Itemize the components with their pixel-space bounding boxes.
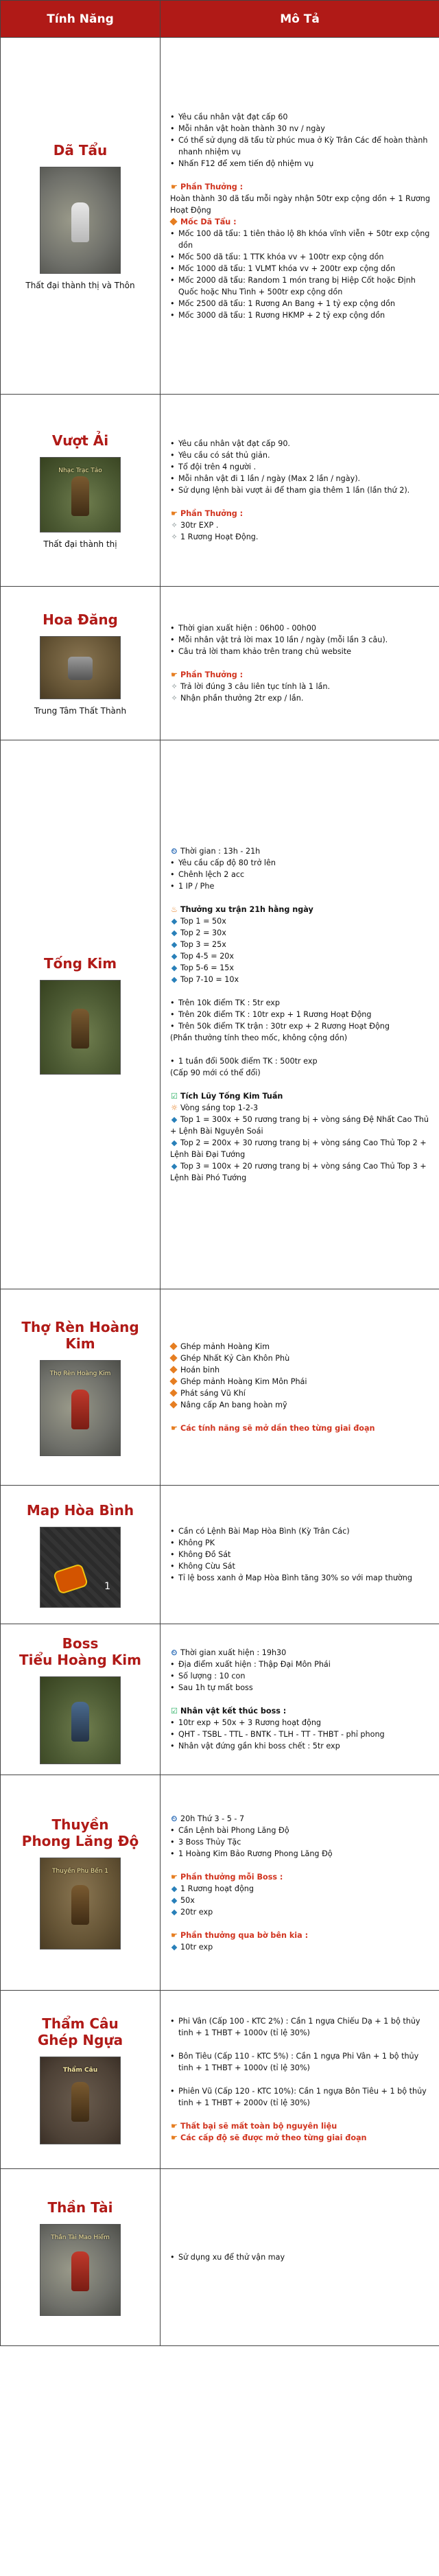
desc-line: • Không Đồ Sát [170,1549,432,1560]
diamond-icon: ◆ [171,940,178,949]
row-datau [1,38,439,395]
row-thuyen [1,1775,439,1991]
desc-line: • Mỗi nhân vật đi 1 lần / ngày (Max 2 lần / ngày). [170,473,432,484]
hand-icon: ☛ [170,182,178,191]
points-line: • Trên 20k điểm TK : 10tr exp + 1 Rương Hoạt Động [170,1009,432,1020]
diamond-icon: ◆ [171,1138,178,1147]
row-thoren [1,1289,439,1486]
npc-figure [71,1885,89,1925]
reward-line: ✧ Nhận phần thưởng 2tr exp / lần. [171,694,304,703]
diamond-icon: ◆ [171,1907,178,1917]
forge-note: ☛ Các tính năng sẽ mở dần theo từng giai đoạn [170,1423,375,1433]
boss-image [40,1676,121,1764]
feature-caption: Trung Tâm Thất Thành [34,705,127,716]
diamond-icon: ◆ [171,1884,178,1893]
time-line: ⏲ Thời gian xuất hiện : 19h30 [171,1648,287,1657]
desc-line: • Không Cừu Sát [170,1560,432,1572]
npc-nametag: Thợ Rèn Hoàng Kim [49,1370,111,1377]
reward-item: ◆ 1 Rương hoạt động [171,1884,254,1893]
npc-nametag: Nhạc Trạc Tảo [58,467,102,474]
accumulate-item: ◆ Top 2 = 200x + 30 rương trang bị + vòng sáng Cao Thủ Top 2 + Lệnh Bài Đại Tướng [170,1138,427,1159]
desc-line: • Yêu cầu nhân vật đạt cấp 60 [170,111,432,123]
accumulate-sub: ☼ Vòng sáng top 1-2-3 [170,1103,259,1112]
feature-title: Thẩm Câu Ghép Ngựa [37,2015,123,2048]
desc-line: • Địa điểm xuất hiện : Thập Đại Môn Phái [170,1659,432,1670]
desc-line: • Yêu cầu có sát thủ giản. [170,449,432,461]
feature-caption: Thất đại thành thị [43,539,117,549]
diamond-icon: ◆ [171,963,178,972]
feature-cell [1,1991,161,2169]
npc-nametag: Thần Tài Mao Hiểm [51,2234,110,2241]
vuotai-image [40,457,121,532]
reward-heading: ☛ Phần Thưởng : [170,509,244,518]
lantern-figure [68,657,93,680]
star-icon: ✧ [171,694,178,703]
top-item: ◆ Top 2 = 30x [171,928,226,937]
week-line: • 1 tuần đổi 500k điểm TK : 500tr exp [170,1055,432,1067]
thuyen-image [40,1858,121,1949]
feature-cell [1,395,161,587]
kill-heading: ☑ Nhân vật kết thúc boss : [170,1707,287,1716]
description-cell [161,2169,439,2346]
pass-reward-heading: ☛ Phần thưởng qua bờ bên kia : [170,1930,309,1940]
npc-figure [71,2251,89,2291]
soldier-figure [71,1009,89,1049]
reward-item: ◆ 10tr exp [171,1942,213,1952]
feature-cell [1,740,161,1289]
diamond-icon: ◆ [171,1895,178,1905]
desc-line: • 3 Boss Thủy Tặc [170,1836,432,1848]
row-maphoabinh [1,1486,439,1624]
row-thantai [1,2169,439,2346]
desc-line: • Sau 1h tự mất boss [170,1682,432,1694]
row-thamcau [1,1991,439,2169]
description-cell [161,38,439,395]
boss-reward-heading: ☛ Phần thưởng mỗi Boss : [170,1872,283,1882]
row-boss [1,1624,439,1775]
star-icon: ✧ [171,682,178,691]
points-line: • Trên 50k điểm TK trận : 30tr exp + 2 Rương Hoạt Động [170,1020,432,1032]
desc-line: • Câu trả lời tham khảo trên trang chủ website [170,646,432,657]
milestone-item: • Mốc 2500 dã tẩu: 1 Rương An Bang + 1 tỷ exp cộng dồn [170,298,432,309]
feature-cell [1,1289,161,1486]
forge-item: Ghép mảnh Hoàng Kim Môn Phái [170,1376,432,1387]
desc-line: • Tỉ lệ boss xanh ở Map Hòa Bình tăng 30% so với map thường [170,1572,432,1584]
milestone-heading: Mốc Dã Tẩu : [170,216,432,228]
tongkim-image [40,980,121,1075]
points-note: (Phần thưởng tính theo mốc, không cộng dồn) [170,1033,348,1042]
diamond-icon [169,1401,177,1408]
description-cell [161,1775,439,1991]
feature-cell [1,587,161,740]
milestone-item: • Mốc 2000 dã tẩu: Random 1 món trang bị Hiệp Cốt hoặc Định Quốc hoặc Nhu Tình + 500tr exp cộng dồn [170,274,432,298]
desc-line: • Sử dụng xu để thử vận may [170,2251,432,2263]
feature-title: Hoa Đăng [43,611,118,628]
maphoabinh-image [40,1527,121,1608]
feature-title: Vượt Ải [51,432,109,449]
top-item: ◆ Top 4-5 = 20x [171,952,235,961]
feature-title: Thợ Rèn Hoàng Kim [21,1318,139,1352]
flame-icon: ♨ [170,905,178,914]
feature-cell [1,1624,161,1775]
desc-line: • 1 IP / Phe [170,880,432,892]
top-item: ◆ Top 7-10 = 10x [171,975,239,984]
check-icon: ☑ [170,1092,178,1101]
top-item: ◆ Top 5-6 = 15x [171,963,235,972]
desc-line: • Cần có Lệnh Bài Map Hòa Bình (Kỳ Trân Các) [170,1525,432,1537]
top-item: ◆ Top 3 = 25x [171,940,226,949]
reward-line: ✧ 1 Rương Hoạt Động. [171,532,259,541]
diamond-icon [169,1389,177,1396]
time-line: ⏲ 20h Thứ 3 - 5 - 7 [171,1814,245,1823]
diamond-icon [169,1354,177,1361]
description-cell [161,740,439,1289]
feature-caption: Thất đại thành thị và Thôn [25,280,135,290]
thantai-image [40,2224,121,2316]
desc-line: • Nhân vật đứng gần khi boss chết : 5tr exp [170,1740,432,1752]
desc-line: • Không PK [170,1537,432,1549]
reward-line: Hoàn thành 30 dã tẩu mỗi ngày nhận 50tr exp cộng dồn + 1 Rương Hoạt Động [170,194,430,215]
diamond-icon [169,1342,177,1350]
diamond-icon: ◆ [171,1942,178,1952]
desc-line: • Sử dụng lệnh bài vượt ải để tham gia thêm 1 lần (lần thứ 2). [170,484,432,496]
hand-icon: ☛ [170,670,178,679]
hand-icon: ☛ [170,1930,178,1940]
top-heading: ♨ Thưởng xu trận 21h hằng ngày [170,905,313,914]
accumulate-heading: ☑ Tích Lũy Tống Kim Tuần [170,1092,283,1101]
feature-cell [1,38,161,395]
diamond-icon [169,218,177,225]
star-icon: ✧ [171,521,178,530]
diamond-icon: ◆ [171,975,178,984]
token-count: 1 [104,1580,110,1592]
desc-line: • Mỗi nhân vật trả lời max 10 lần / ngày (mỗi lần 3 câu). [170,634,432,646]
week-note: (Cấp 90 mới có thể đổi) [170,1068,261,1077]
time-line: ⏲ Thời gian : 13h - 21h [171,847,261,856]
description-cell [161,1289,439,1486]
forge-item: Nâng cấp An bang hoàn mỹ [170,1399,432,1411]
npc-figure [71,2082,89,2122]
forge-item: Phát sáng Vũ Khí [170,1387,432,1399]
milestone-item: • Mốc 1000 dã tẩu: 1 VLMT khóa vv + 200tr exp cộng dồn [170,263,432,274]
thamcau-image [40,2057,121,2144]
sun-icon: ☼ [170,1103,178,1112]
row-tongkim [1,740,439,1289]
forge-item: Ghép Nhất Kỷ Càn Khôn Phù [170,1353,432,1364]
diamond-icon: ◆ [171,1115,178,1124]
accumulate-item: ◆ Top 3 = 100x + 20 rương trang bị + vòng sáng Cao Thủ Top 3 + Lệnh Bài Phó Tướng [170,1162,427,1182]
feature-title: Boss Tiểu Hoàng Kim [19,1635,141,1668]
desc-line: • Có thể sử dụng dã tẩu từ phúc mua ở Kỳ Trân Các để hoàn thành nhanh nhiệm vụ [170,134,432,158]
description-cell [161,1624,439,1775]
npc-figure [71,476,89,516]
npc-figure [71,1390,89,1429]
reward-heading: ☛ Phần Thưởng : [170,182,244,191]
hand-icon: ☛ [170,2122,178,2131]
diamond-icon [169,1366,177,1373]
desc-line: • Phi Vân (Cấp 100 - KTC 2%) : Cần 1 ngựa Chiếu Dạ + 1 bộ thủy tinh + 1 THBT + 1000v (tỉ lệ 30%) [170,2015,432,2039]
desc-line: • Yêu cầu cấp độ 80 trở lên [170,857,432,869]
reward-item: ◆ 50x [171,1895,195,1905]
desc-line: • Yêu cầu nhân vật đạt cấp 90. [170,438,432,449]
check-icon: ☑ [170,1707,178,1716]
diamond-icon: ◆ [171,952,178,961]
feature-cell [1,2169,161,2346]
forge-item: Hoán binh [170,1364,432,1376]
level-note: ☛ Các cấp độ sẽ được mở theo từng giai đoạn [170,2133,367,2142]
feature-cell [1,1775,161,1991]
diamond-icon: ◆ [171,928,178,937]
desc-line: • Phiên Vũ (Cấp 120 - KTC 10%): Cần 1 ngựa Bôn Tiêu + 1 bộ thủy tinh + 1 THBT + 2000v (tỉ lệ 30%) [170,2085,432,2109]
clock-icon: ⏲ [171,847,178,856]
desc-line: • QHT - TSBL - TTL - BNTK - TLH - TT - THBT - phỉ phong [170,1729,432,1740]
token-icon [53,1563,88,1595]
desc-line: • Mỗi nhân vật hoàn thành 30 nv / ngày [170,123,432,134]
hand-icon: ☛ [170,1423,178,1433]
row-vuotai [1,395,439,587]
desc-line: • 10tr exp + 50x + 3 Rương hoạt động [170,1717,432,1729]
header-feature: Tính Năng [1,1,161,38]
hand-icon: ☛ [170,1872,178,1882]
reward-heading: ☛ Phần Thưởng : [170,670,244,679]
forge-item: Ghép mảnh Hoàng Kim [170,1341,432,1353]
datau-image [40,167,121,274]
feature-title: Tống Kim [43,955,117,972]
npc-nametag: Thẩm Câu [62,2066,98,2074]
boss-figure [71,1702,89,1742]
desc-line: • Chênh lệch 2 acc [170,869,432,880]
reward-item: ◆ 20tr exp [171,1907,213,1917]
description-cell [161,1486,439,1624]
milestone-item: • Mốc 100 dã tẩu: 1 tiên thảo lộ 8h khóa vĩnh viễn + 50tr exp cộng dồn [170,228,432,251]
clock-icon: ⏲ [171,1814,178,1823]
desc-line: • Cần Lệnh bài Phong Lăng Độ [170,1825,432,1836]
description-cell [161,1991,439,2169]
clock-icon: ⏲ [171,1648,178,1657]
feature-title: Map Hòa Bình [26,1501,134,1519]
feature-title: Thần Tài [47,2199,113,2216]
desc-line: • Nhấn F12 để xem tiến độ nhiệm vụ [170,158,432,169]
diamond-icon: ◆ [171,1162,178,1171]
hand-icon: ☛ [170,2133,178,2142]
description-cell [161,395,439,587]
accumulate-item: ◆ Top 1 = 300x + 50 rương trang bị + vòng sáng Đệ Nhất Cao Thủ + Lệnh Bài Nguyên Soái [170,1115,429,1136]
milestone-item: • Mốc 500 dã tẩu: 1 TTK khóa vv + 100tr exp cộng dồn [170,251,432,263]
desc-line: • Bôn Tiêu (Cấp 110 - KTC 5%) : Cần 1 ngựa Phi Vân + 1 bộ thủy tinh + 1 THBT + 1000v (tỉ lệ 30%) [170,2050,432,2074]
desc-line: • Tổ đội trên 4 người . [170,461,432,473]
desc-line: • 1 Hoàng Kim Bảo Rương Phong Lăng Độ [170,1848,432,1860]
feature-title: Thuyền Phong Lăng Độ [21,1816,139,1849]
npc-nametag: Thuyền Phu Bến 1 [51,1867,109,1875]
hand-icon: ☛ [170,509,178,518]
diamond-icon [169,1377,177,1385]
desc-line: • Thời gian xuất hiện : 06h00 - 00h00 [170,622,432,634]
points-line: • Trên 10k điểm TK : 5tr exp [170,997,432,1009]
diamond-icon: ◆ [171,917,178,926]
thoren-image [40,1360,121,1456]
feature-title: Dã Tẩu [53,141,108,159]
reward-line: ✧ 30tr EXP . [171,521,219,530]
reward-line: ✧ Trả lời đúng 3 câu liên tục tính là 1 lần. [171,682,331,691]
feature-cell [1,1486,161,1624]
header-description: Mô Tả [161,1,439,38]
star-icon: ✧ [171,532,178,541]
desc-line: • Số lượng : 10 con [170,1670,432,1682]
fail-note: ☛ Thất bại sẽ mất toàn bộ nguyên liệu [170,2122,337,2131]
milestone-item: • Mốc 3000 dã tẩu: 1 Rương HKMP + 2 tỷ exp cộng dồn [170,309,432,321]
npc-figure [71,202,89,242]
row-hoadang [1,587,439,740]
top-item: ◆ Top 1 = 50x [171,917,226,926]
hoadang-image [40,636,121,699]
description-cell [161,587,439,740]
